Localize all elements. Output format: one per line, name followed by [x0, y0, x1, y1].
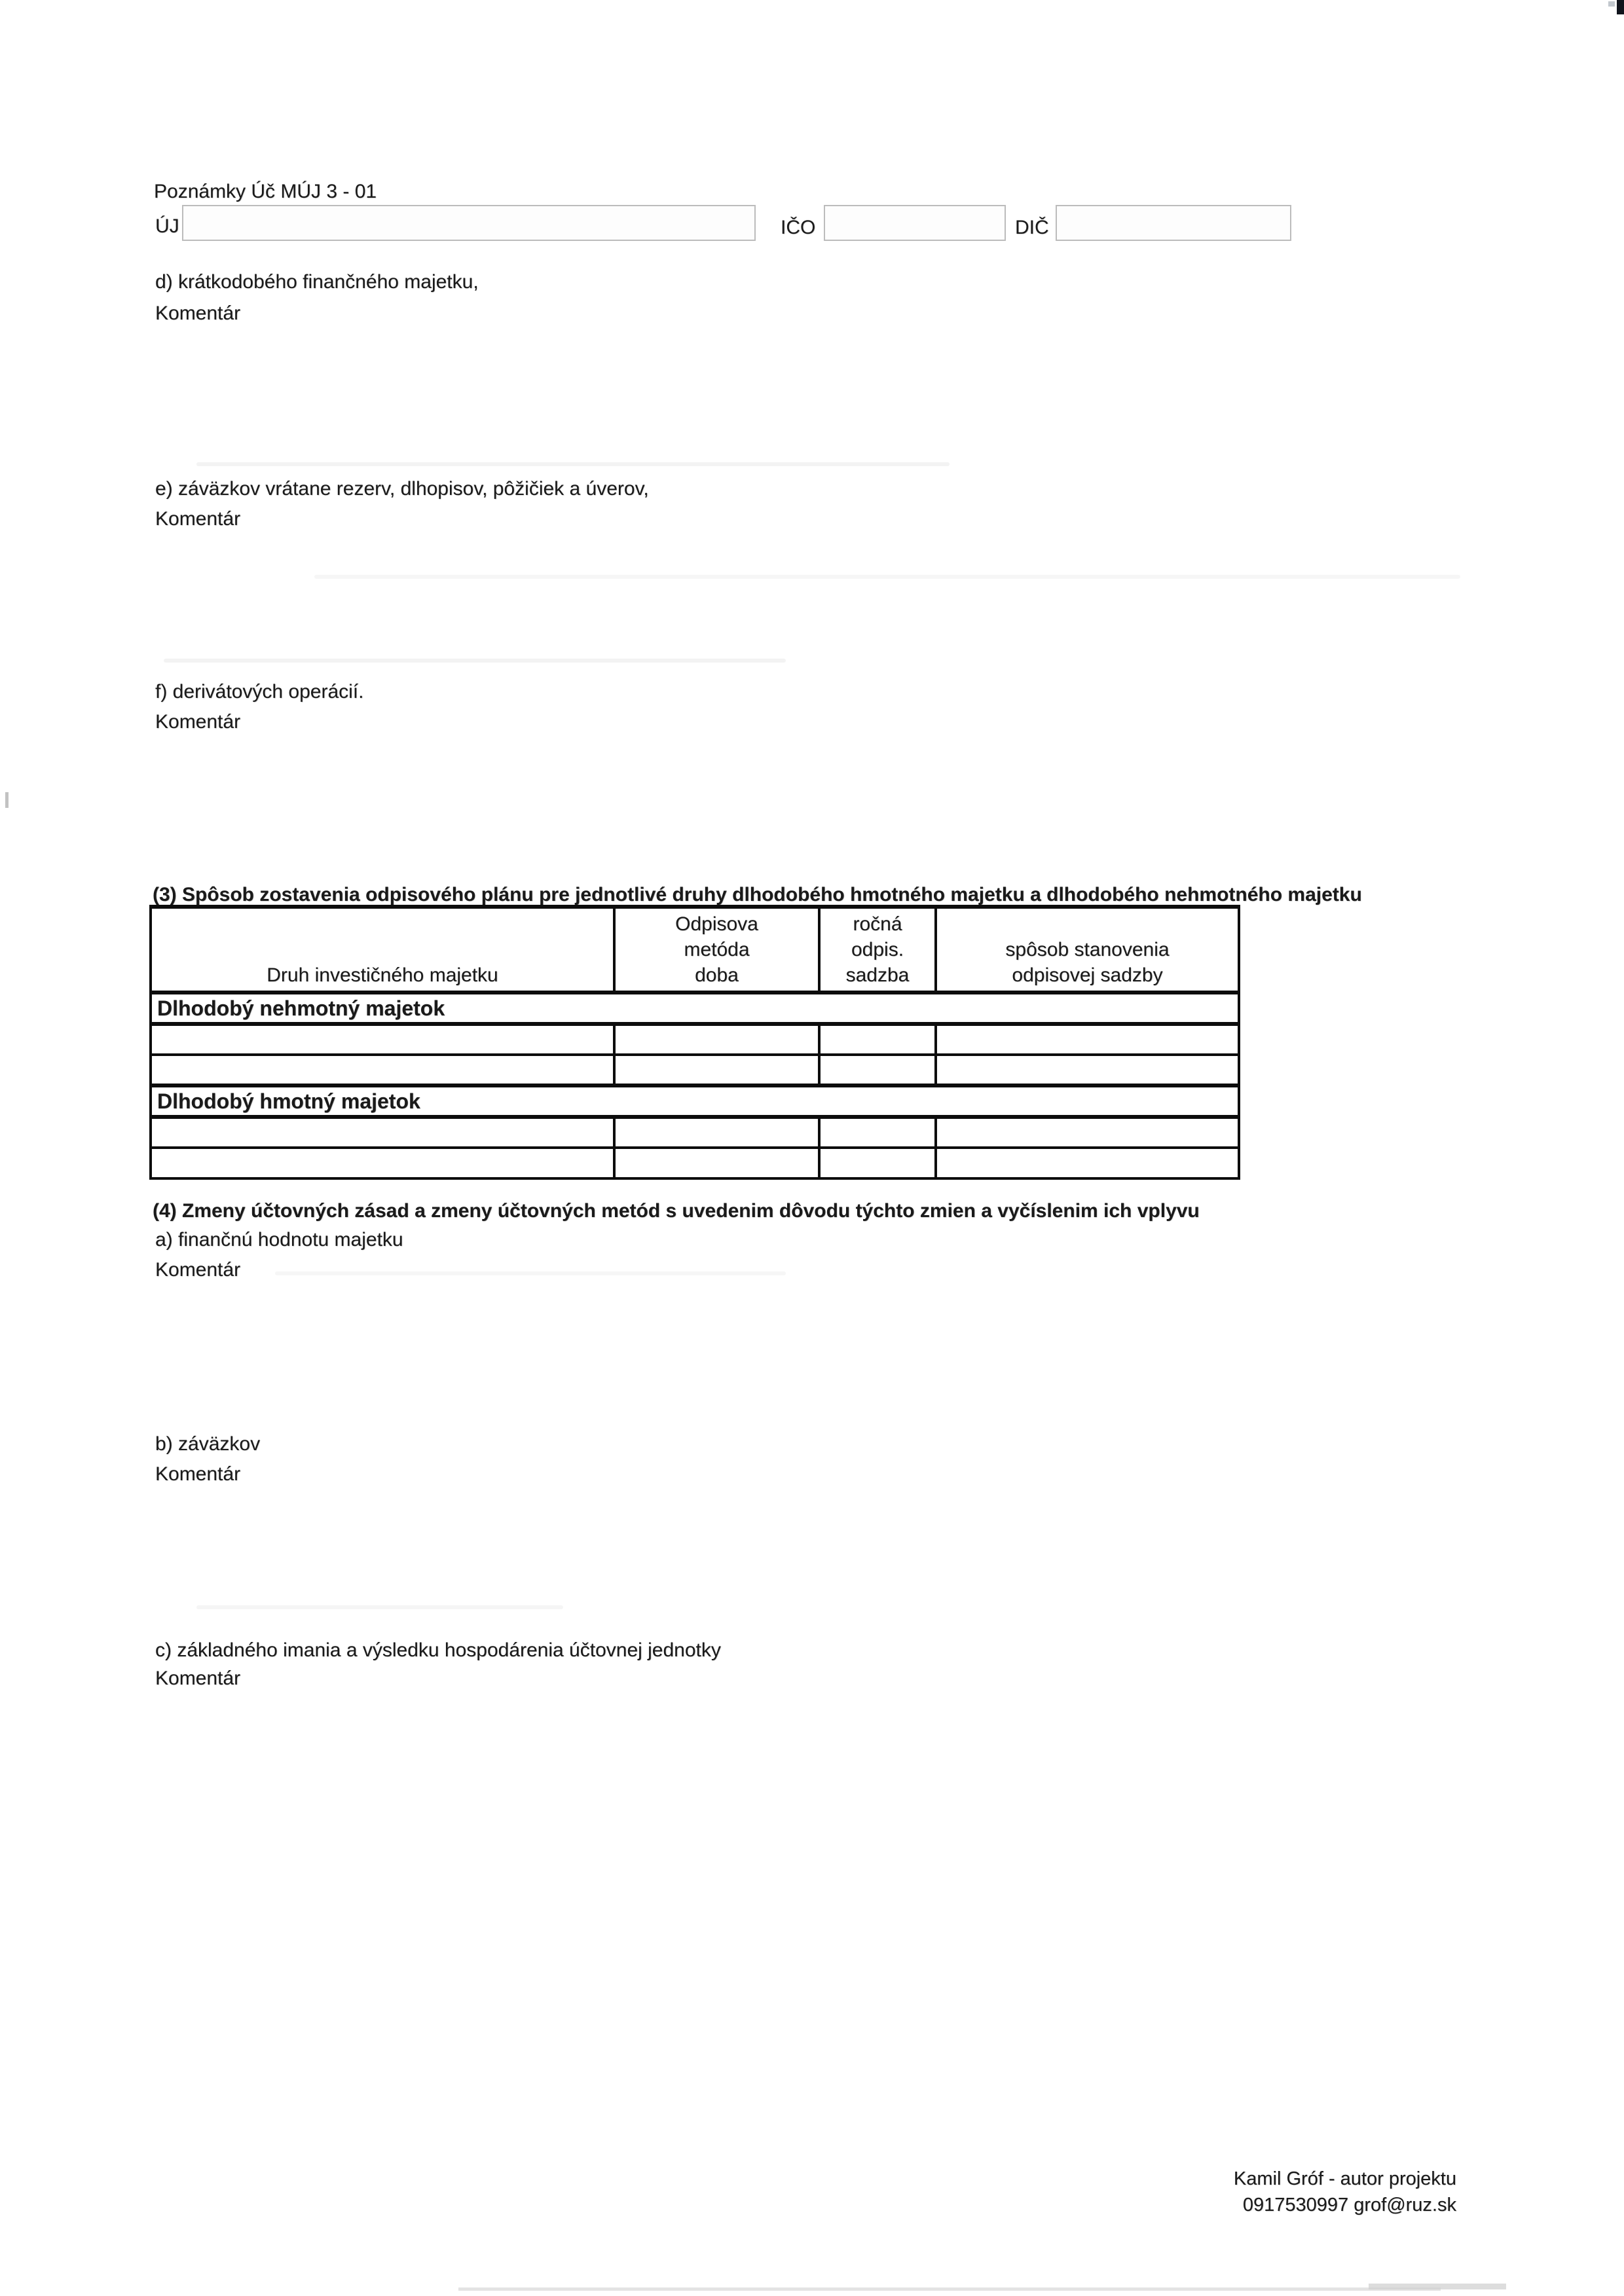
- table-header-row: [151, 907, 1239, 993]
- uj-field[interactable]: [182, 205, 756, 241]
- empty-cell[interactable]: [936, 1148, 1239, 1178]
- table-row: [151, 1024, 1239, 1055]
- empty-cell[interactable]: [819, 1117, 936, 1148]
- header-annual-line1: ročná: [853, 913, 902, 935]
- footer-contact: 0917530997 grof@ruz.sk: [1242, 2195, 1456, 2215]
- dic-field[interactable]: [1056, 205, 1291, 241]
- scan-artifact: [164, 659, 786, 663]
- dic-label: DIČ: [1015, 217, 1049, 238]
- section4-title: (4) Zmeny účtovných zásad a zmeny účtovných metód s uvedenim dôvodu týchto zmien a vyčíslenim ich vplyvu: [153, 1200, 1200, 1222]
- group-intangible-label: Dlhodobý nehmotný majetok: [151, 993, 1239, 1024]
- section-d-label: d) krátkodobého finančného majetku,: [155, 271, 479, 293]
- section-e-comment-label: Komentár: [155, 508, 241, 530]
- section4-b-label: b) záväzkov: [155, 1433, 261, 1455]
- footer: [1234, 2166, 1456, 2218]
- scan-bottom-line: [458, 2287, 1441, 2291]
- section4-c-comment-label: Komentár: [155, 1667, 241, 1689]
- table-row: [151, 1117, 1239, 1148]
- header-asset-type: [151, 907, 614, 993]
- group-tangible-label: Dlhodobý hmotný majetok: [151, 1085, 1239, 1117]
- form-title: Poznámky Úč MÚJ 3 - 01: [154, 181, 377, 202]
- section-f-label: f) derivátových operácií.: [155, 681, 364, 702]
- empty-cell[interactable]: [151, 1117, 614, 1148]
- header-determination-line2: odpisovej sadzby: [1012, 964, 1163, 986]
- section-f-comment-label: Komentár: [155, 711, 241, 733]
- table-row: [151, 1148, 1239, 1178]
- scan-corner-mark: [1617, 0, 1624, 14]
- empty-cell[interactable]: [936, 1117, 1239, 1148]
- scan-artifact: [196, 1605, 563, 1609]
- header-method-line3: doba: [695, 964, 739, 986]
- empty-cell[interactable]: [614, 1024, 819, 1055]
- section4-a-comment-label: Komentár: [155, 1259, 241, 1281]
- scan-artifact: [196, 462, 950, 466]
- uj-label: ÚJ: [155, 215, 179, 237]
- header-method: [614, 907, 819, 993]
- scan-artifact: [314, 575, 1460, 579]
- footer-author: Kamil Gróf - autor projektu: [1233, 2168, 1456, 2189]
- section4-c-label: c) základného imania a výsledku hospodárenia účtovnej jednotky: [155, 1639, 721, 1661]
- empty-cell[interactable]: [936, 1055, 1239, 1085]
- empty-cell[interactable]: [151, 1148, 614, 1178]
- depreciation-table: [149, 905, 1240, 1180]
- scan-artifact: [275, 1271, 786, 1275]
- ico-label: IČO: [781, 217, 816, 238]
- empty-cell[interactable]: [819, 1148, 936, 1178]
- scan-speck: [1608, 1, 1615, 7]
- empty-cell[interactable]: [819, 1024, 936, 1055]
- table-row: [151, 1055, 1239, 1085]
- depreciation-table-title: (3) Spôsob zostavenia odpisového plánu pre jednotlivé druhy dlhodobého hmotného majetku a dlhodobého nehmotného majetku: [153, 884, 1362, 905]
- empty-cell[interactable]: [936, 1024, 1239, 1055]
- empty-cell[interactable]: [614, 1117, 819, 1148]
- section4-b-comment-label: Komentár: [155, 1463, 241, 1485]
- section-d-comment-label: Komentár: [155, 302, 241, 324]
- header-annual-line2: odpis.: [851, 939, 904, 960]
- empty-cell[interactable]: [614, 1148, 819, 1178]
- header-determination-line1: spôsob stanovenia: [1005, 939, 1170, 960]
- header-asset-type-label: Druh investičného majetku: [267, 964, 498, 986]
- scan-bottom-smudge: [1369, 2284, 1506, 2289]
- group-row-intangible: [151, 993, 1239, 1024]
- header-method-line2: metóda: [684, 939, 750, 960]
- header-annual-rate: [819, 907, 936, 993]
- group-row-tangible: [151, 1085, 1239, 1117]
- ico-field[interactable]: [824, 205, 1006, 241]
- section-e-label: e) záväzkov vrátane rezerv, dlhopisov, pôžičiek a úverov,: [155, 478, 649, 500]
- header-method-line1: Odpisova: [675, 913, 758, 935]
- empty-cell[interactable]: [819, 1055, 936, 1085]
- header-annual-line3: sadzba: [845, 964, 910, 986]
- section4-a-label: a) finančnú hodnotu majetku: [155, 1229, 403, 1250]
- empty-cell[interactable]: [151, 1024, 614, 1055]
- scan-edge-mark: [5, 792, 9, 808]
- empty-cell[interactable]: [151, 1055, 614, 1085]
- empty-cell[interactable]: [614, 1055, 819, 1085]
- header-determination: [936, 907, 1239, 993]
